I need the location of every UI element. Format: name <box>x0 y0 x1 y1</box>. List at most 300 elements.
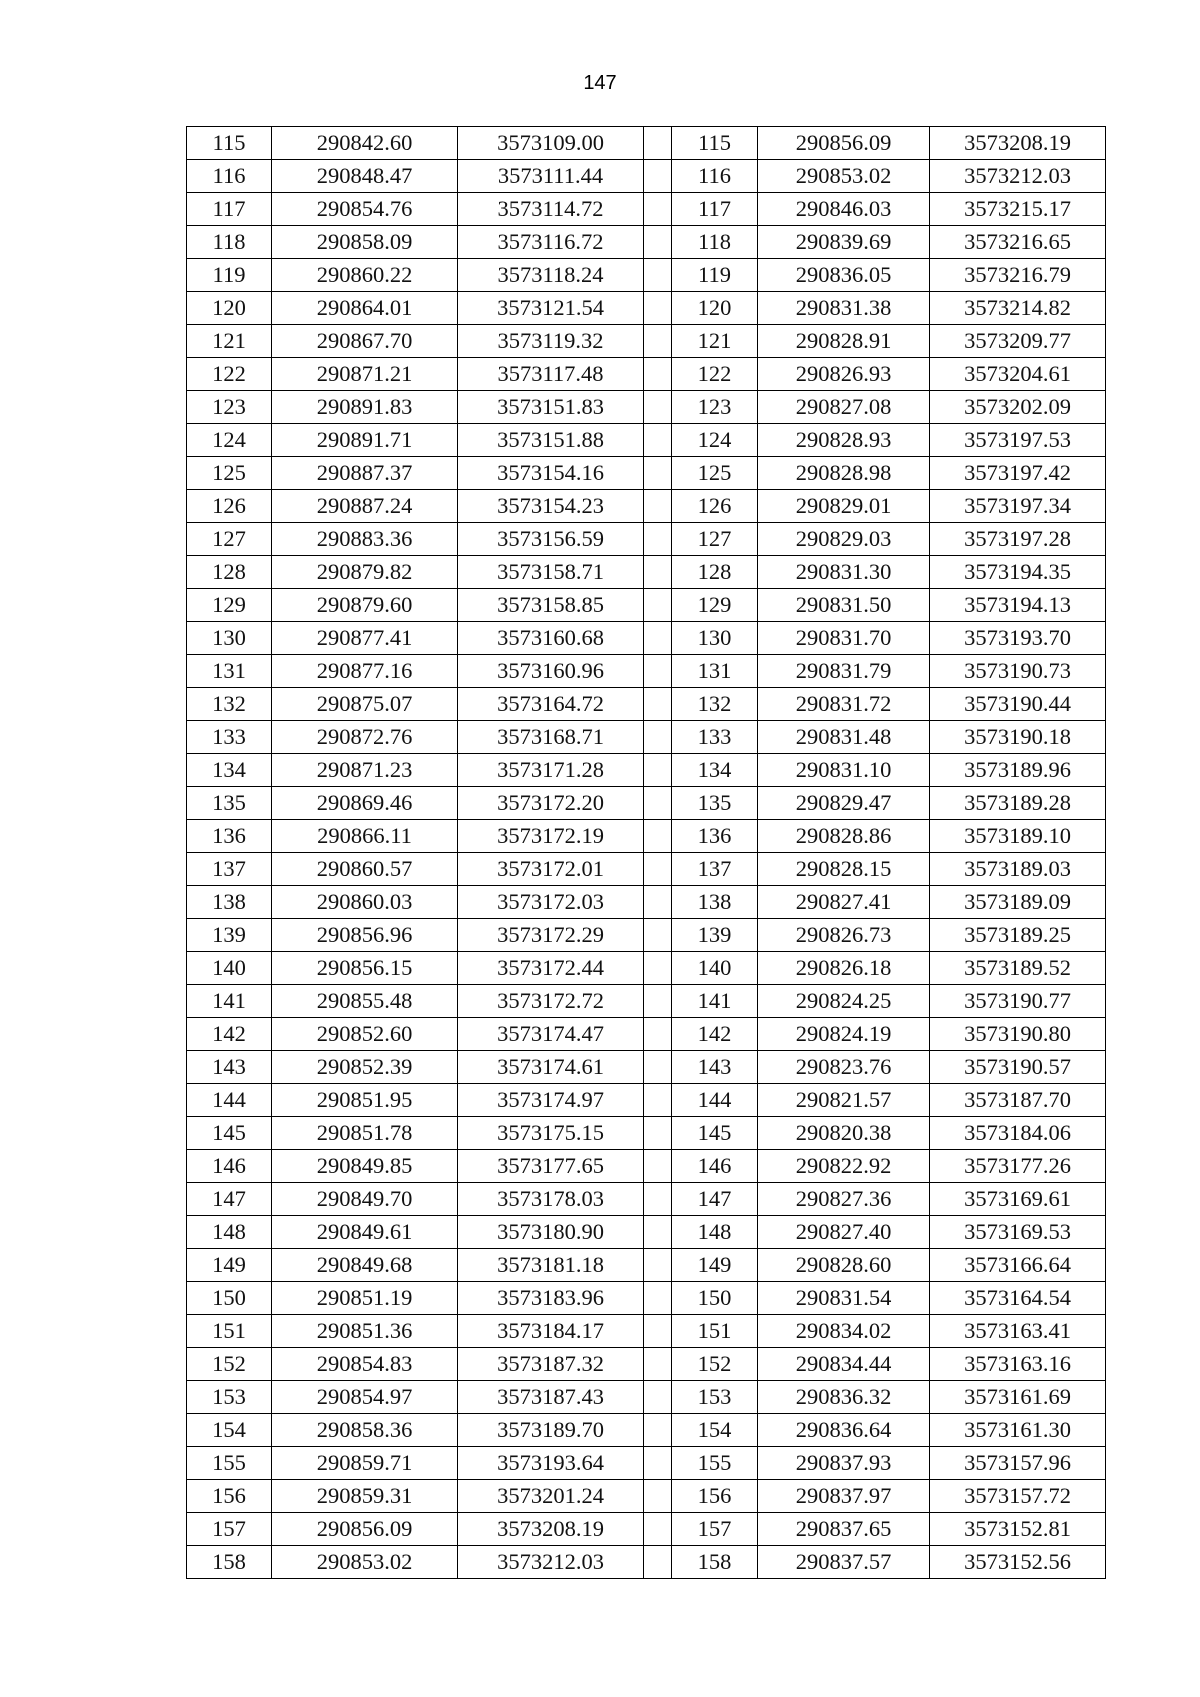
x-coordinate-cell: 290869.46 <box>272 787 458 820</box>
y-coordinate-cell: 3573118.24 <box>458 259 644 292</box>
y-coordinate-cell: 3573119.32 <box>458 325 644 358</box>
y-coordinate-cell: 3573187.70 <box>930 1084 1106 1117</box>
y-coordinate-cell: 3573184.17 <box>458 1315 644 1348</box>
y-coordinate-cell: 3573157.72 <box>930 1480 1106 1513</box>
x-coordinate-cell: 290856.96 <box>272 919 458 952</box>
y-coordinate-cell: 3573201.24 <box>458 1480 644 1513</box>
spacer-cell <box>644 622 672 655</box>
y-coordinate-cell: 3573158.85 <box>458 589 644 622</box>
y-coordinate-cell: 3573160.68 <box>458 622 644 655</box>
y-coordinate-cell: 3573164.54 <box>930 1282 1106 1315</box>
point-number-cell: 152 <box>672 1348 758 1381</box>
point-number-cell: 115 <box>187 127 272 160</box>
x-coordinate-cell: 290826.18 <box>758 952 930 985</box>
x-coordinate-cell: 290836.64 <box>758 1414 930 1447</box>
spacer-cell <box>644 985 672 1018</box>
y-coordinate-cell: 3573212.03 <box>458 1546 644 1579</box>
y-coordinate-cell: 3573154.16 <box>458 457 644 490</box>
table-row <box>187 1018 1106 1051</box>
y-coordinate-cell: 3573189.52 <box>930 952 1106 985</box>
x-coordinate-cell: 290853.02 <box>272 1546 458 1579</box>
point-number-cell: 126 <box>187 490 272 523</box>
point-number-cell: 131 <box>672 655 758 688</box>
x-coordinate-cell: 290854.83 <box>272 1348 458 1381</box>
spacer-cell <box>644 1018 672 1051</box>
y-coordinate-cell: 3573172.44 <box>458 952 644 985</box>
y-coordinate-cell: 3573177.65 <box>458 1150 644 1183</box>
point-number-cell: 122 <box>187 358 272 391</box>
spacer-cell <box>644 160 672 193</box>
x-coordinate-cell: 290831.10 <box>758 754 930 787</box>
spacer-cell <box>644 1150 672 1183</box>
spacer-cell <box>644 127 672 160</box>
y-coordinate-cell: 3573190.18 <box>930 721 1106 754</box>
table-row <box>187 1282 1106 1315</box>
point-number-cell: 121 <box>672 325 758 358</box>
y-coordinate-cell: 3573197.53 <box>930 424 1106 457</box>
x-coordinate-cell: 290826.73 <box>758 919 930 952</box>
x-coordinate-cell: 290831.79 <box>758 655 930 688</box>
table-row <box>187 1216 1106 1249</box>
spacer-cell <box>644 952 672 985</box>
x-coordinate-cell: 290891.71 <box>272 424 458 457</box>
point-number-cell: 156 <box>187 1480 272 1513</box>
y-coordinate-cell: 3573163.41 <box>930 1315 1106 1348</box>
y-coordinate-cell: 3573197.42 <box>930 457 1106 490</box>
table-row <box>187 523 1106 556</box>
point-number-cell: 125 <box>187 457 272 490</box>
table-row <box>187 754 1106 787</box>
y-coordinate-cell: 3573152.56 <box>930 1546 1106 1579</box>
spacer-cell <box>644 1117 672 1150</box>
x-coordinate-cell: 290831.48 <box>758 721 930 754</box>
x-coordinate-cell: 290828.86 <box>758 820 930 853</box>
spacer-cell <box>644 1183 672 1216</box>
table-row <box>187 952 1106 985</box>
point-number-cell: 119 <box>672 259 758 292</box>
point-number-cell: 127 <box>187 523 272 556</box>
spacer-cell <box>644 556 672 589</box>
spacer-cell <box>644 490 672 523</box>
x-coordinate-cell: 290849.68 <box>272 1249 458 1282</box>
coordinate-table-body <box>187 127 1106 1579</box>
point-number-cell: 158 <box>672 1546 758 1579</box>
point-number-cell: 115 <box>672 127 758 160</box>
point-number-cell: 148 <box>672 1216 758 1249</box>
x-coordinate-cell: 290858.36 <box>272 1414 458 1447</box>
x-coordinate-cell: 290851.95 <box>272 1084 458 1117</box>
point-number-cell: 130 <box>672 622 758 655</box>
x-coordinate-cell: 290822.92 <box>758 1150 930 1183</box>
x-coordinate-cell: 290831.54 <box>758 1282 930 1315</box>
point-number-cell: 139 <box>672 919 758 952</box>
spacer-cell <box>644 655 672 688</box>
y-coordinate-cell: 3573169.53 <box>930 1216 1106 1249</box>
y-coordinate-cell: 3573164.72 <box>458 688 644 721</box>
x-coordinate-cell: 290859.31 <box>272 1480 458 1513</box>
point-number-cell: 118 <box>187 226 272 259</box>
point-number-cell: 151 <box>187 1315 272 1348</box>
y-coordinate-cell: 3573208.19 <box>930 127 1106 160</box>
point-number-cell: 135 <box>187 787 272 820</box>
x-coordinate-cell: 290846.03 <box>758 193 930 226</box>
x-coordinate-cell: 290834.44 <box>758 1348 930 1381</box>
x-coordinate-cell: 290887.24 <box>272 490 458 523</box>
y-coordinate-cell: 3573157.96 <box>930 1447 1106 1480</box>
x-coordinate-cell: 290827.41 <box>758 886 930 919</box>
y-coordinate-cell: 3573189.96 <box>930 754 1106 787</box>
x-coordinate-cell: 290827.36 <box>758 1183 930 1216</box>
x-coordinate-cell: 290879.60 <box>272 589 458 622</box>
table-row <box>187 1315 1106 1348</box>
x-coordinate-cell: 290855.48 <box>272 985 458 1018</box>
x-coordinate-cell: 290837.57 <box>758 1546 930 1579</box>
table-row <box>187 655 1106 688</box>
x-coordinate-cell: 290891.83 <box>272 391 458 424</box>
table-row <box>187 358 1106 391</box>
point-number-cell: 158 <box>187 1546 272 1579</box>
spacer-cell <box>644 1249 672 1282</box>
x-coordinate-cell: 290851.36 <box>272 1315 458 1348</box>
y-coordinate-cell: 3573202.09 <box>930 391 1106 424</box>
spacer-cell <box>644 259 672 292</box>
table-row <box>187 985 1106 1018</box>
spacer-cell <box>644 886 672 919</box>
point-number-cell: 141 <box>672 985 758 1018</box>
point-number-cell: 134 <box>187 754 272 787</box>
point-number-cell: 117 <box>187 193 272 226</box>
spacer-cell <box>644 1546 672 1579</box>
spacer-cell <box>644 325 672 358</box>
y-coordinate-cell: 3573208.19 <box>458 1513 644 1546</box>
x-coordinate-cell: 290842.60 <box>272 127 458 160</box>
x-coordinate-cell: 290866.11 <box>272 820 458 853</box>
table-row <box>187 589 1106 622</box>
x-coordinate-cell: 290877.16 <box>272 655 458 688</box>
x-coordinate-cell: 290872.76 <box>272 721 458 754</box>
point-number-cell: 137 <box>187 853 272 886</box>
spacer-cell <box>644 589 672 622</box>
table-row <box>187 424 1106 457</box>
point-number-cell: 137 <box>672 853 758 886</box>
y-coordinate-cell: 3573215.17 <box>930 193 1106 226</box>
point-number-cell: 148 <box>187 1216 272 1249</box>
point-number-cell: 133 <box>672 721 758 754</box>
table-row <box>187 457 1106 490</box>
point-number-cell: 154 <box>187 1414 272 1447</box>
y-coordinate-cell: 3573181.18 <box>458 1249 644 1282</box>
spacer-cell <box>644 754 672 787</box>
point-number-cell: 127 <box>672 523 758 556</box>
y-coordinate-cell: 3573212.03 <box>930 160 1106 193</box>
x-coordinate-cell: 290849.85 <box>272 1150 458 1183</box>
spacer-cell <box>644 1282 672 1315</box>
x-coordinate-cell: 290831.38 <box>758 292 930 325</box>
x-coordinate-cell: 290828.91 <box>758 325 930 358</box>
x-coordinate-cell: 290851.19 <box>272 1282 458 1315</box>
y-coordinate-cell: 3573163.16 <box>930 1348 1106 1381</box>
point-number-cell: 128 <box>187 556 272 589</box>
y-coordinate-cell: 3573189.28 <box>930 787 1106 820</box>
x-coordinate-cell: 290827.08 <box>758 391 930 424</box>
point-number-cell: 145 <box>187 1117 272 1150</box>
y-coordinate-cell: 3573216.65 <box>930 226 1106 259</box>
spacer-cell <box>644 919 672 952</box>
point-number-cell: 125 <box>672 457 758 490</box>
y-coordinate-cell: 3573172.19 <box>458 820 644 853</box>
point-number-cell: 154 <box>672 1414 758 1447</box>
point-number-cell: 144 <box>187 1084 272 1117</box>
x-coordinate-cell: 290859.71 <box>272 1447 458 1480</box>
point-number-cell: 142 <box>672 1018 758 1051</box>
point-number-cell: 121 <box>187 325 272 358</box>
y-coordinate-cell: 3573174.61 <box>458 1051 644 1084</box>
table-row <box>187 1447 1106 1480</box>
table-row <box>187 1546 1106 1579</box>
x-coordinate-cell: 290854.97 <box>272 1381 458 1414</box>
point-number-cell: 155 <box>187 1447 272 1480</box>
y-coordinate-cell: 3573197.34 <box>930 490 1106 523</box>
point-number-cell: 116 <box>672 160 758 193</box>
table-row <box>187 226 1106 259</box>
table-row <box>187 160 1106 193</box>
x-coordinate-cell: 290829.01 <box>758 490 930 523</box>
table-row <box>187 193 1106 226</box>
y-coordinate-cell: 3573174.97 <box>458 1084 644 1117</box>
table-row <box>187 556 1106 589</box>
page-number: 147 <box>583 72 617 94</box>
spacer-cell <box>644 1381 672 1414</box>
x-coordinate-cell: 290823.76 <box>758 1051 930 1084</box>
x-coordinate-cell: 290852.39 <box>272 1051 458 1084</box>
y-coordinate-cell: 3573194.13 <box>930 589 1106 622</box>
x-coordinate-cell: 290851.78 <box>272 1117 458 1150</box>
y-coordinate-cell: 3573151.88 <box>458 424 644 457</box>
y-coordinate-cell: 3573183.96 <box>458 1282 644 1315</box>
y-coordinate-cell: 3573158.71 <box>458 556 644 589</box>
point-number-cell: 155 <box>672 1447 758 1480</box>
x-coordinate-cell: 290831.72 <box>758 688 930 721</box>
x-coordinate-cell: 290828.93 <box>758 424 930 457</box>
x-coordinate-cell: 290828.98 <box>758 457 930 490</box>
x-coordinate-cell: 290836.05 <box>758 259 930 292</box>
point-number-cell: 136 <box>187 820 272 853</box>
y-coordinate-cell: 3573152.81 <box>930 1513 1106 1546</box>
y-coordinate-cell: 3573169.61 <box>930 1183 1106 1216</box>
y-coordinate-cell: 3573189.03 <box>930 853 1106 886</box>
point-number-cell: 136 <box>672 820 758 853</box>
y-coordinate-cell: 3573189.10 <box>930 820 1106 853</box>
y-coordinate-cell: 3573190.44 <box>930 688 1106 721</box>
x-coordinate-cell: 290860.22 <box>272 259 458 292</box>
y-coordinate-cell: 3573117.48 <box>458 358 644 391</box>
table-row <box>187 1249 1106 1282</box>
table-row <box>187 1183 1106 1216</box>
point-number-cell: 141 <box>187 985 272 1018</box>
y-coordinate-cell: 3573151.83 <box>458 391 644 424</box>
table-row <box>187 787 1106 820</box>
spacer-cell <box>644 787 672 820</box>
x-coordinate-cell: 290836.32 <box>758 1381 930 1414</box>
table-row <box>187 1480 1106 1513</box>
table-row <box>187 1348 1106 1381</box>
x-coordinate-cell: 290877.41 <box>272 622 458 655</box>
y-coordinate-cell: 3573172.20 <box>458 787 644 820</box>
y-coordinate-cell: 3573172.01 <box>458 853 644 886</box>
y-coordinate-cell: 3573172.72 <box>458 985 644 1018</box>
spacer-cell <box>644 292 672 325</box>
y-coordinate-cell: 3573187.32 <box>458 1348 644 1381</box>
point-number-cell: 126 <box>672 490 758 523</box>
table-row <box>187 1117 1106 1150</box>
table-row <box>187 490 1106 523</box>
y-coordinate-cell: 3573111.44 <box>458 160 644 193</box>
x-coordinate-cell: 290871.21 <box>272 358 458 391</box>
point-number-cell: 151 <box>672 1315 758 1348</box>
x-coordinate-cell: 290837.65 <box>758 1513 930 1546</box>
point-number-cell: 153 <box>672 1381 758 1414</box>
y-coordinate-cell: 3573190.73 <box>930 655 1106 688</box>
x-coordinate-cell: 290829.47 <box>758 787 930 820</box>
x-coordinate-cell: 290856.09 <box>272 1513 458 1546</box>
y-coordinate-cell: 3573166.64 <box>930 1249 1106 1282</box>
table-row <box>187 853 1106 886</box>
table-row <box>187 919 1106 952</box>
x-coordinate-cell: 290821.57 <box>758 1084 930 1117</box>
x-coordinate-cell: 290837.97 <box>758 1480 930 1513</box>
point-number-cell: 153 <box>187 1381 272 1414</box>
point-number-cell: 131 <box>187 655 272 688</box>
point-number-cell: 139 <box>187 919 272 952</box>
point-number-cell: 122 <box>672 358 758 391</box>
spacer-cell <box>644 193 672 226</box>
y-coordinate-cell: 3573114.72 <box>458 193 644 226</box>
y-coordinate-cell: 3573177.26 <box>930 1150 1106 1183</box>
y-coordinate-cell: 3573193.70 <box>930 622 1106 655</box>
table-row <box>187 1414 1106 1447</box>
spacer-cell <box>644 1315 672 1348</box>
point-number-cell: 120 <box>672 292 758 325</box>
spacer-cell <box>644 1051 672 1084</box>
table-row <box>187 1084 1106 1117</box>
point-number-cell: 147 <box>672 1183 758 1216</box>
y-coordinate-cell: 3573160.96 <box>458 655 644 688</box>
x-coordinate-cell: 290831.70 <box>758 622 930 655</box>
spacer-cell <box>644 1447 672 1480</box>
spacer-cell <box>644 1480 672 1513</box>
point-number-cell: 118 <box>672 226 758 259</box>
table-row <box>187 292 1106 325</box>
spacer-cell <box>644 853 672 886</box>
y-coordinate-cell: 3573209.77 <box>930 325 1106 358</box>
y-coordinate-cell: 3573161.30 <box>930 1414 1106 1447</box>
coordinate-table <box>186 126 1106 1579</box>
spacer-cell <box>644 424 672 457</box>
spacer-cell <box>644 226 672 259</box>
x-coordinate-cell: 290839.69 <box>758 226 930 259</box>
x-coordinate-cell: 290860.03 <box>272 886 458 919</box>
y-coordinate-cell: 3573194.35 <box>930 556 1106 589</box>
x-coordinate-cell: 290887.37 <box>272 457 458 490</box>
point-number-cell: 132 <box>187 688 272 721</box>
y-coordinate-cell: 3573175.15 <box>458 1117 644 1150</box>
x-coordinate-cell: 290864.01 <box>272 292 458 325</box>
y-coordinate-cell: 3573180.90 <box>458 1216 644 1249</box>
x-coordinate-cell: 290853.02 <box>758 160 930 193</box>
x-coordinate-cell: 290829.03 <box>758 523 930 556</box>
x-coordinate-cell: 290824.25 <box>758 985 930 1018</box>
point-number-cell: 143 <box>672 1051 758 1084</box>
table-row <box>187 127 1106 160</box>
y-coordinate-cell: 3573216.79 <box>930 259 1106 292</box>
point-number-cell: 129 <box>672 589 758 622</box>
point-number-cell: 124 <box>187 424 272 457</box>
spacer-cell <box>644 820 672 853</box>
spacer-cell <box>644 457 672 490</box>
x-coordinate-cell: 290858.09 <box>272 226 458 259</box>
x-coordinate-cell: 290871.23 <box>272 754 458 787</box>
y-coordinate-cell: 3573214.82 <box>930 292 1106 325</box>
point-number-cell: 150 <box>672 1282 758 1315</box>
x-coordinate-cell: 290848.47 <box>272 160 458 193</box>
point-number-cell: 117 <box>672 193 758 226</box>
x-coordinate-cell: 290826.93 <box>758 358 930 391</box>
point-number-cell: 145 <box>672 1117 758 1150</box>
y-coordinate-cell: 3573190.77 <box>930 985 1106 1018</box>
table-row <box>187 622 1106 655</box>
spacer-cell <box>644 1216 672 1249</box>
y-coordinate-cell: 3573187.43 <box>458 1381 644 1414</box>
table-row <box>187 688 1106 721</box>
x-coordinate-cell: 290879.82 <box>272 556 458 589</box>
point-number-cell: 132 <box>672 688 758 721</box>
y-coordinate-cell: 3573154.23 <box>458 490 644 523</box>
point-number-cell: 116 <box>187 160 272 193</box>
point-number-cell: 146 <box>187 1150 272 1183</box>
y-coordinate-cell: 3573156.59 <box>458 523 644 556</box>
table-row <box>187 1513 1106 1546</box>
spacer-cell <box>644 721 672 754</box>
y-coordinate-cell: 3573171.28 <box>458 754 644 787</box>
table-row <box>187 391 1106 424</box>
point-number-cell: 119 <box>187 259 272 292</box>
point-number-cell: 147 <box>187 1183 272 1216</box>
point-number-cell: 157 <box>672 1513 758 1546</box>
x-coordinate-cell: 290828.15 <box>758 853 930 886</box>
spacer-cell <box>644 1414 672 1447</box>
spacer-cell <box>644 1084 672 1117</box>
point-number-cell: 129 <box>187 589 272 622</box>
x-coordinate-cell: 290854.76 <box>272 193 458 226</box>
x-coordinate-cell: 290849.61 <box>272 1216 458 1249</box>
x-coordinate-cell: 290852.60 <box>272 1018 458 1051</box>
table-row <box>187 259 1106 292</box>
y-coordinate-cell: 3573204.61 <box>930 358 1106 391</box>
y-coordinate-cell: 3573193.64 <box>458 1447 644 1480</box>
x-coordinate-cell: 290824.19 <box>758 1018 930 1051</box>
y-coordinate-cell: 3573109.00 <box>458 127 644 160</box>
table-row <box>187 1051 1106 1084</box>
spacer-cell <box>644 358 672 391</box>
point-number-cell: 133 <box>187 721 272 754</box>
table-row <box>187 886 1106 919</box>
table-row <box>187 1381 1106 1414</box>
point-number-cell: 150 <box>187 1282 272 1315</box>
spacer-cell <box>644 1513 672 1546</box>
point-number-cell: 123 <box>672 391 758 424</box>
y-coordinate-cell: 3573189.70 <box>458 1414 644 1447</box>
table-row <box>187 325 1106 358</box>
